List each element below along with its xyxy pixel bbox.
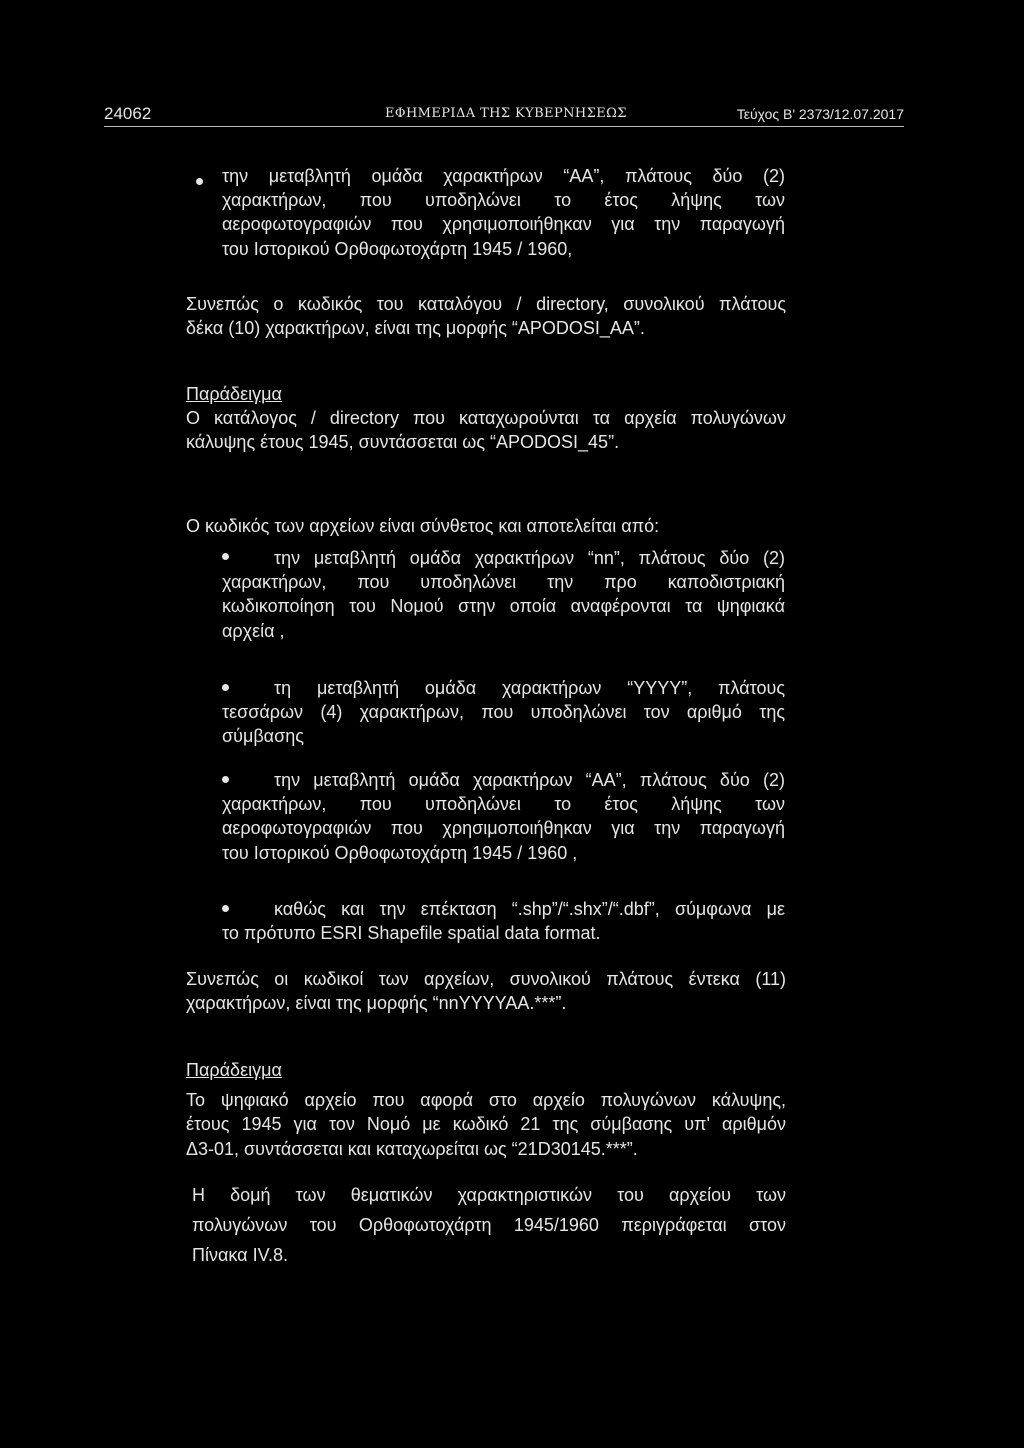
- bullet-nn: [222, 546, 785, 643]
- text-line: Δ3-01, συντάσσεται και καταχωρείται ως “21D30145.***”.: [186, 1138, 638, 1159]
- text-line: τεσσάρων (4) χαρακτήρων, που υποδηλώνει τον αριθμό της: [222, 702, 785, 723]
- text-line: του Ιστορικού Ορθοφωτοχάρτη 1945 / 1960,: [222, 238, 573, 259]
- top-bullet: [222, 164, 785, 261]
- page-header: [104, 102, 904, 127]
- example-heading: Παράδειγμα: [186, 1060, 282, 1080]
- text-line: κωδικοποίηση του Νομού στην οποία αναφέρονται τα ψηφιακά: [222, 596, 785, 617]
- text-line: Το ψηφιακό αρχείο που αφορά στο αρχείο πολυγώνων κάλυψης,: [186, 1090, 786, 1111]
- directory-paragraph: [186, 292, 786, 340]
- text-line: την μεταβλητή ομάδα χαρακτήρων “nn”, πλάτους δύο (2): [274, 548, 785, 568]
- text-line: κάλυψης έτους 1945, συντάσσεται ως “APODOSI_45”.: [186, 432, 620, 453]
- text-line: του Ιστορικού Ορθοφωτοχάρτη 1945 / 1960 ,: [222, 842, 578, 863]
- text-line: χαρακτήρων, που υποδηλώνει το έτος λήψης των: [222, 190, 785, 211]
- text-line: δέκα (10) χαρακτήρων, είναι της μορφής “APODOSI_AA”.: [186, 318, 645, 339]
- bullet-dot: [196, 178, 203, 185]
- text-line: αρχεία ,: [222, 620, 285, 641]
- files-paragraph: [186, 967, 786, 1015]
- bullet-yyyy: [222, 676, 785, 749]
- text-line: χαρακτήρων, είναι της μορφής “nnYYYYAA.***”.: [186, 993, 567, 1014]
- example-1: [186, 382, 786, 455]
- bullet-extension: [222, 897, 785, 945]
- text-line: τη μεταβλητή ομάδα χαρακτήρων “YYYY”, πλάτους: [274, 678, 785, 698]
- text-line: Η δομή των θεματικών χαρακτηριστικών του αρχείου των: [192, 1185, 786, 1205]
- text-line: σύμβασης: [222, 726, 304, 747]
- text-line: χαρακτήρων, που υποδηλώνει την προ καποδιστριακή: [222, 572, 785, 593]
- text-line: πολυγώνων του Ορθοφωτοχάρτη 1945/1960 περιγράφεται στον: [192, 1215, 786, 1236]
- text-line: την μεταβλητή ομάδα χαρακτήρων “ΑΑ”, πλάτους δύο (2): [222, 166, 785, 186]
- text-line: έτους 1945 για τον Νομό με κωδικό 21 της σύμβασης υπ' αριθμόν: [186, 1114, 786, 1135]
- files-intro: [186, 514, 786, 538]
- page-number: 24062: [104, 104, 152, 123]
- structure-paragraph: [192, 1183, 786, 1268]
- journal-title: ΕΦΗΜΕΡΙΔΑ ΤΗΣ ΚΥΒΕΡΝΗΣΕΩΣ: [385, 106, 627, 121]
- example-heading: Παράδειγμα: [186, 384, 282, 404]
- example-2: [186, 1058, 786, 1161]
- bullet-aa: [222, 768, 785, 865]
- text-line: καθώς και την επέκταση “.shp”/“.shx”/“.dbf”, σύμφωνα με: [274, 899, 785, 919]
- text-line: Συνεπώς οι κωδικοί των αρχείων, συνολικού πλάτους έντεκα (11): [186, 969, 786, 989]
- text-line: Πίνακα IV.8.: [192, 1245, 288, 1266]
- issue-number: Τεύχος Β' 2373/12.07.2017: [736, 106, 904, 122]
- text-line: Ο κωδικός των αρχείων είναι σύνθετος και αποτελείται από:: [186, 516, 660, 536]
- text-line: αεροφωτογραφιών που χρησιμοποιήθηκαν για την παραγωγή: [222, 214, 785, 235]
- text-line: την μεταβλητή ομάδα χαρακτήρων “ΑΑ”, πλάτους δύο (2): [274, 770, 785, 790]
- text-line: Ο κατάλογος / directory που καταχωρούνται τα αρχεία πολυγώνων: [186, 408, 786, 429]
- text-line: Συνεπώς ο κωδικός του καταλόγου / directory, συνολικού πλάτους: [186, 294, 786, 314]
- text-line: χαρακτήρων, που υποδηλώνει το έτος λήψης των: [222, 794, 785, 815]
- text-line: αεροφωτογραφιών που χρησιμοποιήθηκαν για την παραγωγή: [222, 818, 785, 839]
- text-line: το πρότυπο ESRI Shapefile spatial data format.: [222, 923, 601, 944]
